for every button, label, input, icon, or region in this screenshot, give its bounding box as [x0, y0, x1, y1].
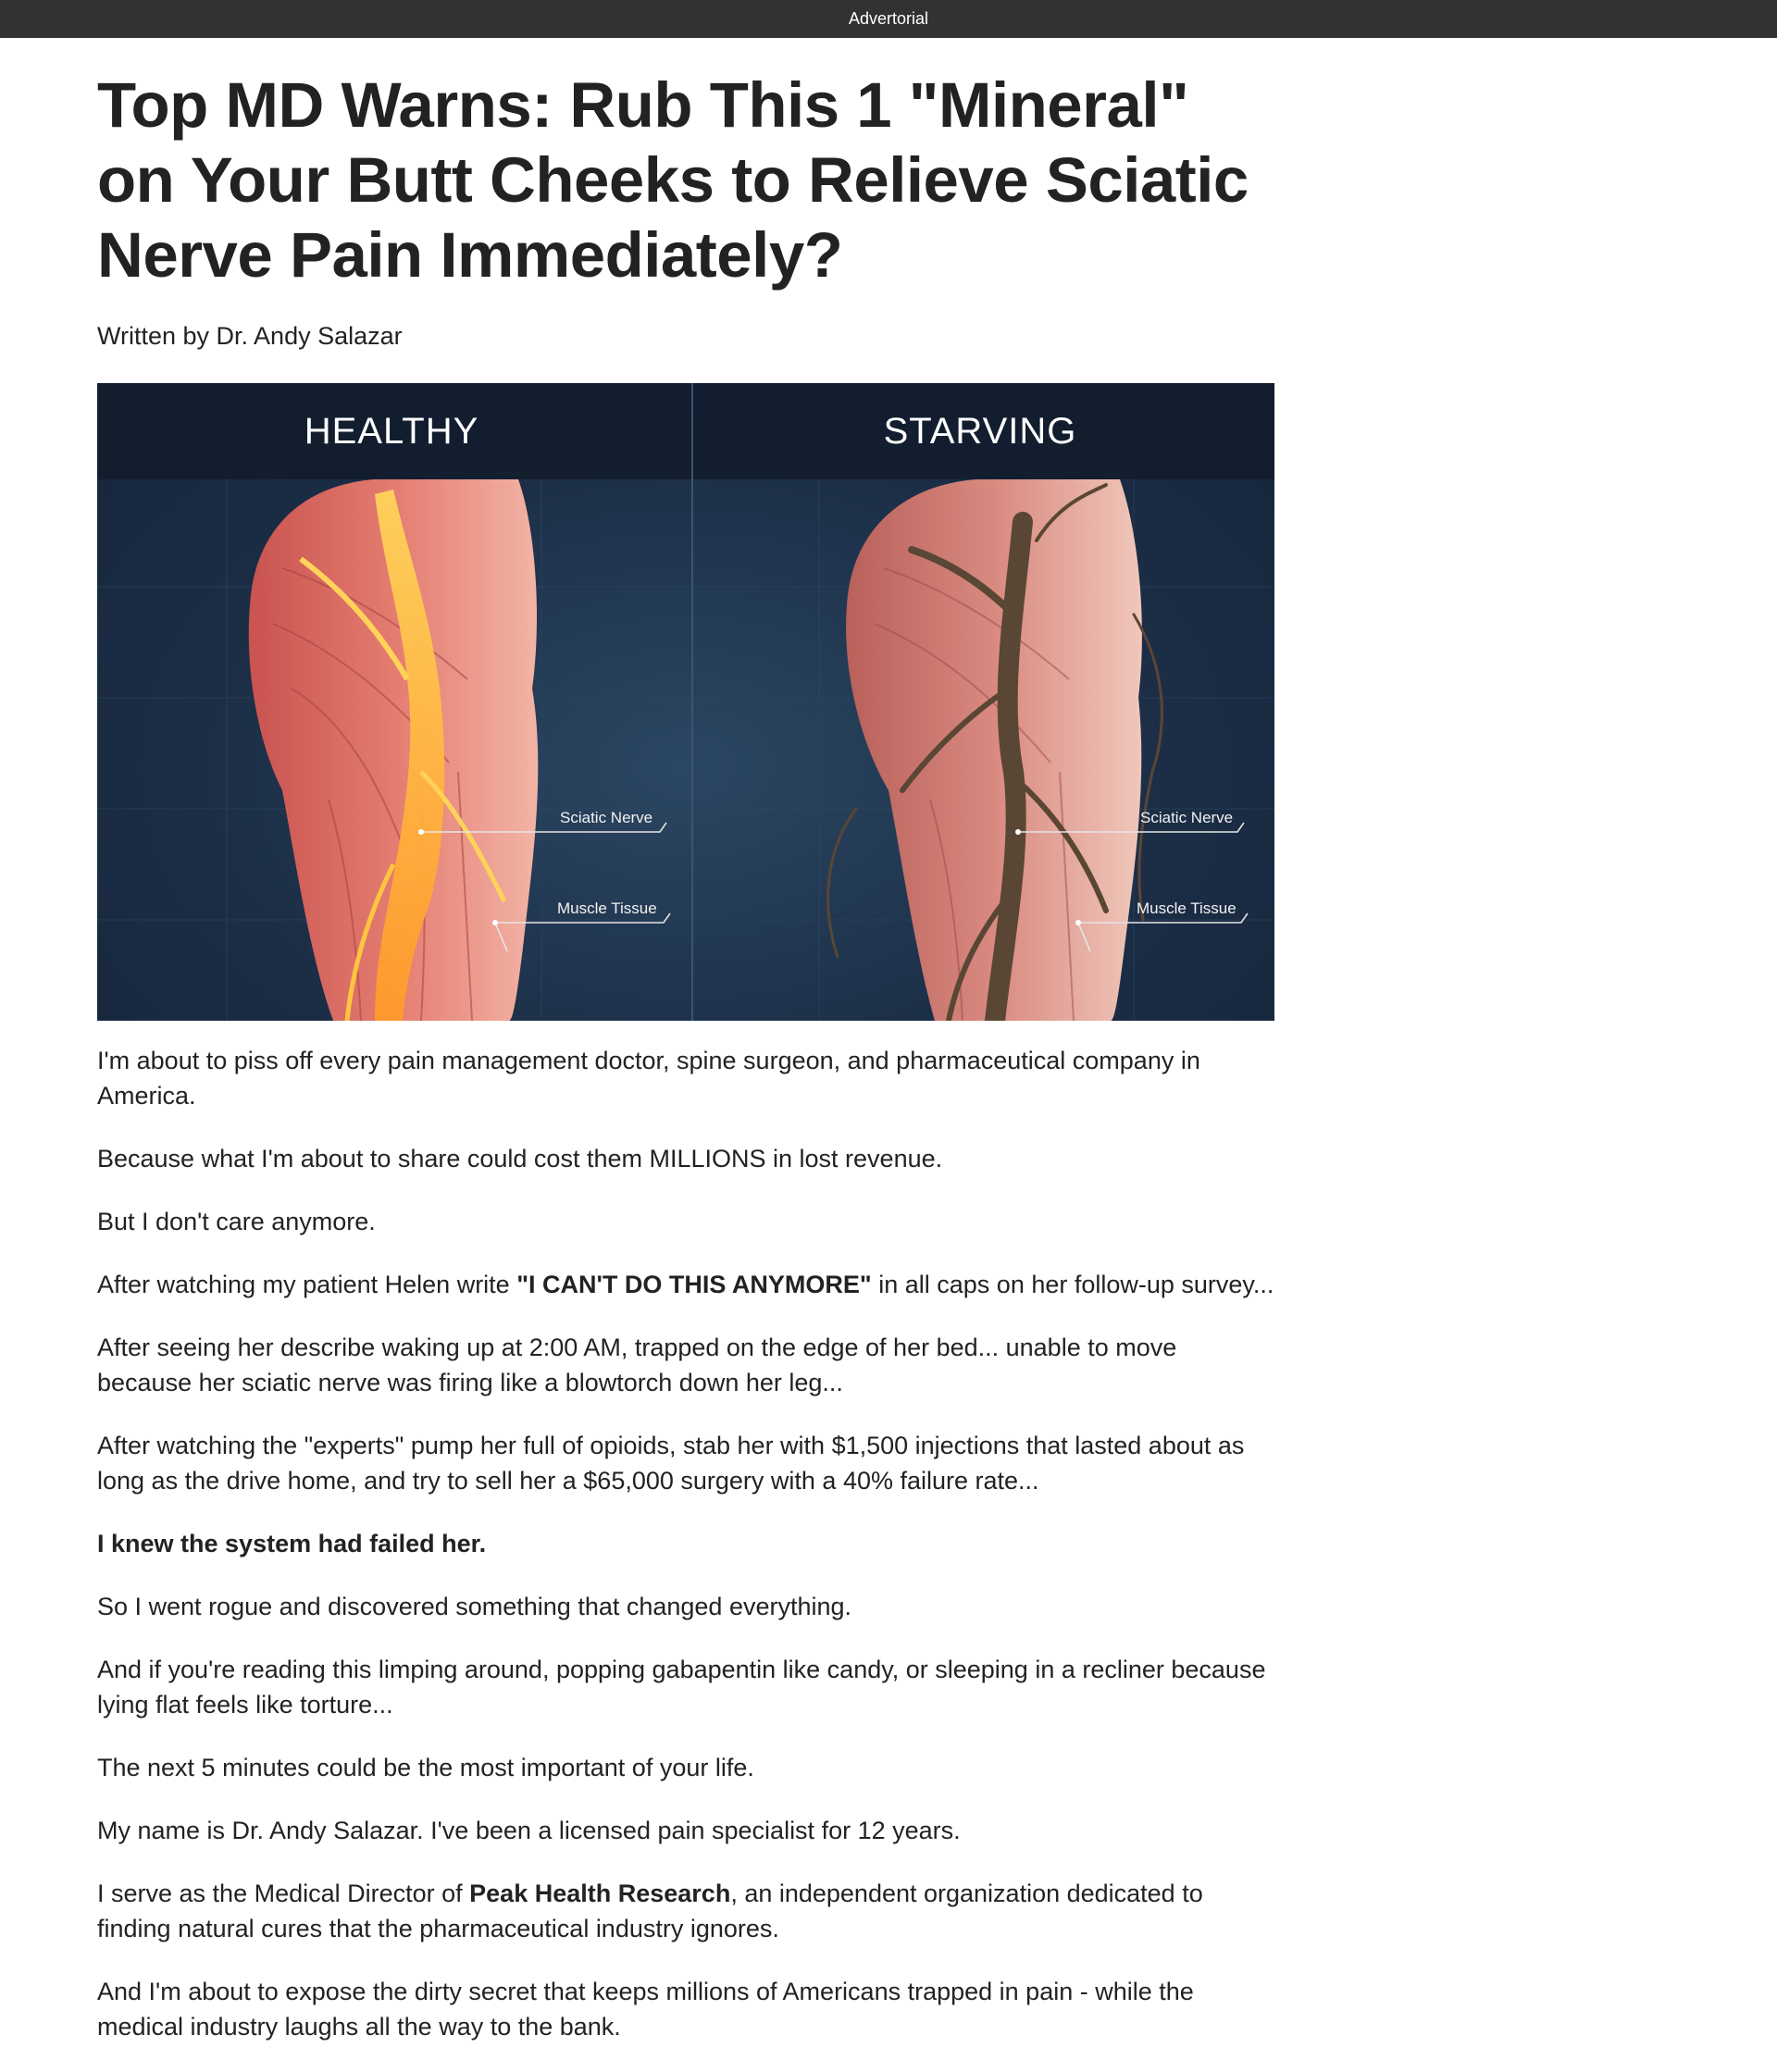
paragraph: But I don't care anymore.: [97, 1208, 376, 1235]
byline: Written by Dr. Andy Salazar: [97, 322, 403, 350]
paragraph: And if you're reading this limping around, popping gabapentin like candy, or sleeping in a recliner because lying flat feels like torture...: [97, 1656, 1266, 1718]
emphasis: I knew the system had failed her.: [97, 1530, 487, 1557]
advertorial-label: Advertorial: [848, 9, 929, 28]
sciatic-nerve-tag-right: Sciatic Nerve: [1140, 809, 1234, 826]
article: [97, 38, 1274, 2072]
advertorial-banner: [0, 0, 1777, 38]
healthy-label: HEALTHY: [304, 410, 479, 452]
article-body: [97, 1043, 1274, 2044]
paragraph: I serve as the Medical Director of Peak Health Research, an independent organization dedicated to finding natural cures that the pharmaceutical industry ignores.: [97, 1880, 1203, 1942]
paragraph: The next 5 minutes could be the most important of your life.: [97, 1754, 754, 1781]
paragraph: After watching my patient Helen write "I CAN'T DO THIS ANYMORE" in all caps on her follow-up survey...: [97, 1271, 1274, 1298]
muscle-tissue-tag-left: Muscle Tissue: [557, 900, 657, 917]
paragraph: [97, 1526, 1274, 1561]
emphasis: "I CAN'T DO THIS ANYMORE": [516, 1271, 872, 1298]
page-title: Top MD Warns: Rub This 1 "Mineral" on Your Butt Cheeks to Relieve Sciatic Nerve Pain Immediately?: [97, 69, 1249, 291]
hero-illustration: [97, 383, 1274, 1021]
paragraph: After watching the "experts" pump her full of opioids, stab her with $1,500 injections that lasted about as long as the drive home, and try to sell her a $65,000 surgery with a 40% failure rate...: [97, 1432, 1245, 1495]
starving-label: STARVING: [883, 410, 1077, 452]
sciatic-nerve-tag-left: Sciatic Nerve: [560, 809, 653, 826]
paragraph: I'm about to piss off every pain management doctor, spine surgeon, and pharmaceutical company in America.: [97, 1047, 1200, 1110]
paragraph: After seeing her describe waking up at 2:00 AM, trapped on the edge of her bed... unable to move because her sciatic nerve was firing like a blowtorch down her leg...: [97, 1334, 1177, 1396]
paragraph: And I'm about to expose the dirty secret that keeps millions of Americans trapped in pain - while the medical industry laughs all the way to the bank.: [97, 1978, 1194, 2041]
emphasis: Peak Health Research: [469, 1880, 731, 1907]
paragraph: My name is Dr. Andy Salazar. I've been a licensed pain specialist for 12 years.: [97, 1817, 961, 1844]
paragraph: Because what I'm about to share could cost them MILLIONS in lost revenue.: [97, 1145, 943, 1172]
paragraph: So I went rogue and discovered something that changed everything.: [97, 1593, 852, 1620]
muscle-tissue-tag-right: Muscle Tissue: [1137, 900, 1236, 917]
